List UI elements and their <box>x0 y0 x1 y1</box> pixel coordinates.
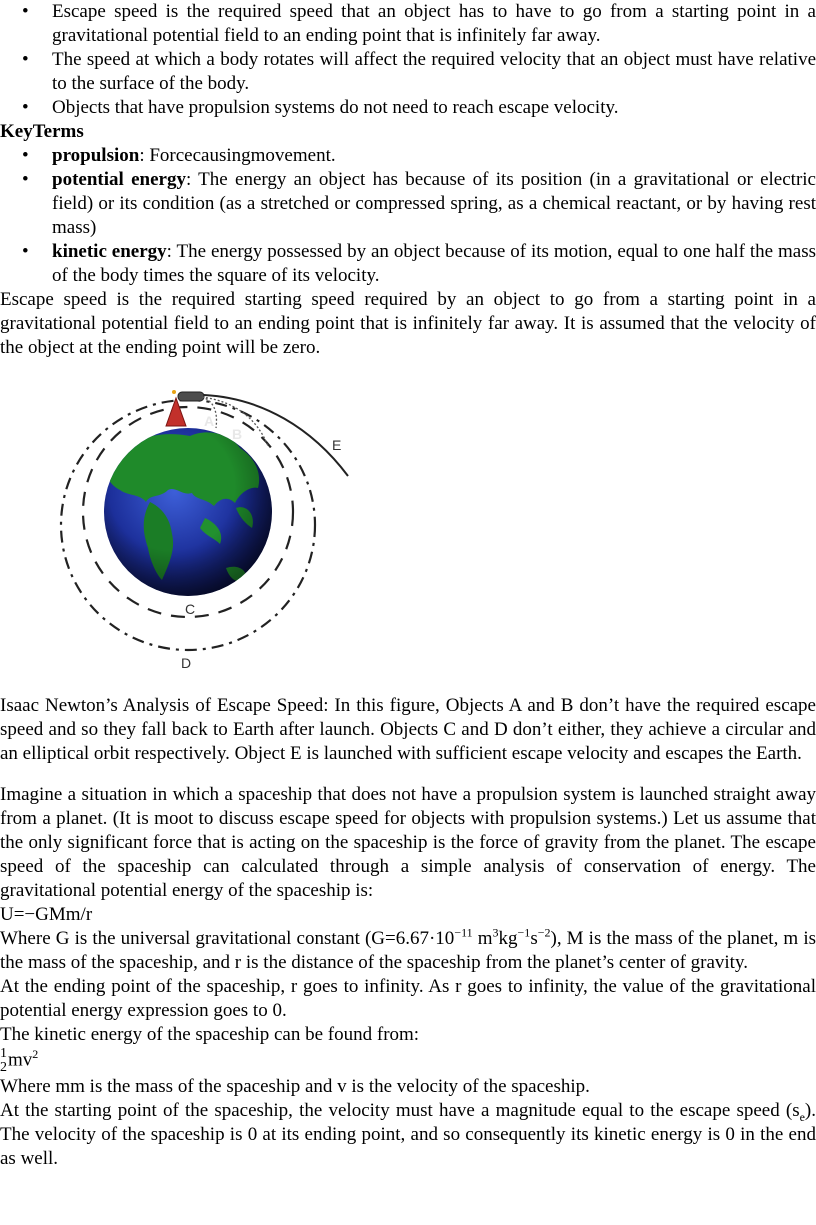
cannon-spark <box>172 390 176 394</box>
paragraph-gap <box>0 766 816 783</box>
unit-text: kg <box>498 928 518 949</box>
exponent: −2 <box>537 925 551 940</box>
summary-bullet-item <box>0 48 816 96</box>
paragraph-where-m: Where mm is the mass of the spaceship and v is the velocity of the spaceship. <box>0 1076 590 1097</box>
label-a: A <box>204 413 215 429</box>
bullet-dot: • <box>22 49 29 70</box>
fraction-denominator: 2 <box>0 1060 7 1075</box>
bullet-dot: • <box>22 1 29 22</box>
bullet-dot: • <box>22 169 29 190</box>
figure-caption: Isaac Newton’s Analysis of Escape Speed: In this figure, Objects A and B don’t have the required escape speed and so they fall back to Earth after launch. Objects C and D don’t either, they achieve a circular and an elliptical orbit respectively. Object E is launched with sufficient escape velocity and escapes the Earth. <box>0 695 816 764</box>
unit-text: s <box>530 928 538 949</box>
key-term-name: potential energy <box>52 169 186 190</box>
where-g-text: ), M is the mass of the planet, m is the mass of the spaceship, and r is the distance of the spaceship from the planet’s center of gravity. <box>0 928 816 973</box>
paragraph-ending-point: At the ending point of the spaceship, r goes to infinity. As r goes to infinity, the value of the gravitational potential energy expression goes to 0. <box>0 976 816 1021</box>
summary-bullet-text: Escape speed is the required speed that an object has to have to go from a starting point in a gravitational potential field to an ending point that is infinitely far away. <box>52 1 816 46</box>
formula-body: mv <box>8 1049 33 1071</box>
exponent: 2 <box>32 1047 39 1062</box>
starting-text: ). The velocity of the spaceship is 0 at its ending point, and so consequently its kinetic energy is 0 in the end as well. <box>0 1100 816 1169</box>
paragraph-starting-point <box>0 1099 816 1171</box>
bullet-dot: • <box>22 241 29 262</box>
formula-potential-energy: U=−GMm/r <box>0 904 93 925</box>
newton-cannon-diagram <box>0 368 816 686</box>
key-term-item <box>0 168 816 240</box>
fraction <box>0 1047 7 1075</box>
where-g-text: Where G is the universal gravitational constant (G=6.67·10 <box>0 928 455 949</box>
fraction-numerator: 1 <box>0 1046 7 1061</box>
paragraph-kinetic: The kinetic energy of the spaceship can be found from: <box>0 1024 420 1045</box>
intro-paragraph: Escape speed is the required starting speed required by an object to go from a starting point in a gravitational potential field to an ending point that is infinitely far away. It is assumed that the velocity of the object at the ending point will be zero. <box>0 289 816 358</box>
summary-bullet-item <box>0 0 816 48</box>
key-term-definition: : Forcecausingmovement. <box>139 145 336 166</box>
exponent: 3 <box>492 925 499 940</box>
starting-text: At the starting point of the spaceship, the velocity must have a magnitude equal to the escape speed (s <box>0 1100 800 1121</box>
label-e: E <box>332 437 342 453</box>
summary-bullet-item <box>0 96 816 120</box>
cannon <box>178 392 204 401</box>
label-b: B <box>232 426 243 442</box>
subscript: e <box>799 1109 805 1124</box>
key-terms-heading: KeyTerms <box>0 121 84 142</box>
paragraph-imagine: Imagine a situation in which a spaceship that does not have a propulsion system is launched straight away from a planet. (It is moot to discuss escape speed for objects with propulsion systems.) Let us assume that the only significant force that is acting on the spaceship is the force of gravity from the planet. The escape speed of the spaceship can calculated through a simple analysis of conservation of energy. The gravitational potential energy of the spaceship is: <box>0 784 816 901</box>
summary-bullet-text: Objects that have propulsion systems do not need to reach escape velocity. <box>52 97 619 118</box>
paragraph-where-g <box>0 927 816 975</box>
label-c: C <box>185 601 196 617</box>
key-term-item <box>0 240 816 288</box>
key-term-name: propulsion <box>52 145 140 166</box>
key-term-definition: : The energy an object has because of its position (in a gravitational or electric field) or its condition (as a stretched or compressed spring, as a chemical reactant, or by having rest mass) <box>52 169 816 238</box>
label-d: D <box>181 655 192 671</box>
exponent: −1 <box>517 925 531 940</box>
key-terms-list <box>0 144 816 288</box>
summary-bullet-list <box>0 0 816 120</box>
key-term-definition: : The energy possessed by an object because of its motion, equal to one half the mass of the body times the square of its velocity. <box>52 241 816 286</box>
unit-text: m <box>472 928 493 949</box>
formula-kinetic-energy <box>0 1047 816 1075</box>
bullet-dot: • <box>22 145 29 166</box>
bullet-dot: • <box>22 97 29 118</box>
earth-globe <box>104 428 272 596</box>
key-term-name: kinetic energy <box>52 241 167 262</box>
summary-bullet-text: The speed at which a body rotates will affect the required velocity that an object must have relative to the surface of the body. <box>52 49 816 94</box>
key-term-item <box>0 144 816 168</box>
exponent: −11 <box>454 925 473 940</box>
escape-speed-figure <box>0 368 816 686</box>
